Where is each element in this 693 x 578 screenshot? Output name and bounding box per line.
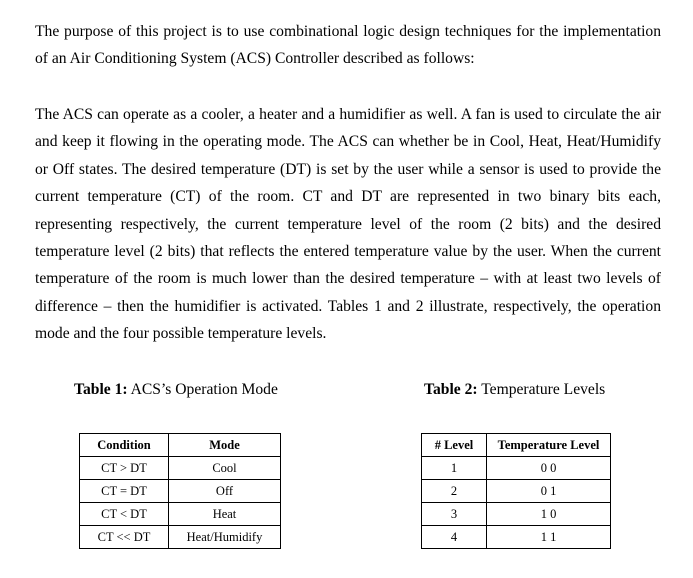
column-header-condition: Condition <box>80 434 169 457</box>
table-row <box>422 457 611 480</box>
table-row <box>80 480 281 503</box>
table2-caption <box>424 380 605 400</box>
mode-cell: Cool <box>169 457 281 480</box>
column-header-temperature-level: Temperature Level <box>487 434 611 457</box>
level-cell: 2 <box>422 480 487 503</box>
table-header-row <box>80 434 281 457</box>
column-header-mode: Mode <box>169 434 281 457</box>
table2-caption-text: Temperature Levels <box>481 381 606 398</box>
temperature-bits-cell: 1 0 <box>487 503 611 526</box>
table-row <box>422 503 611 526</box>
level-cell: 4 <box>422 526 487 549</box>
level-cell: 3 <box>422 503 487 526</box>
condition-cell: CT > DT <box>80 457 169 480</box>
level-cell: 1 <box>422 457 487 480</box>
condition-cell: CT << DT <box>80 526 169 549</box>
mode-cell: Heat <box>169 503 281 526</box>
temperature-bits-cell: 0 0 <box>487 457 611 480</box>
column-header-level: # Level <box>422 434 487 457</box>
table2-caption-label: Table 2: <box>424 381 478 398</box>
table-header-row <box>422 434 611 457</box>
table1-caption-text: ACS’s Operation Mode <box>130 381 278 398</box>
operation-mode-table <box>79 433 281 549</box>
table-row <box>422 480 611 503</box>
condition-cell: CT < DT <box>80 503 169 526</box>
table-row <box>80 457 281 480</box>
description-paragraph: The ACS can operate as a cooler, a heater and a humidifier as well. A fan is used to circulate the air and keep it flowing in the operating mode. The ACS can whether be in Cool, Heat, Heat/Humidify or Off states. The desired temperature (DT) is set by the user while a sensor is used to provide the current temperature (CT) of the room. CT and DT are represented in two binary bits each, representing respectively, the current temperature level of the room (2 bits) and the desired temperature level (2 bits) that reflects the entered temperature value by the user. When the current temperature of the room is much lower than the desired temperature – with at least two levels of difference – then the humidifier is activated. Tables 1 and 2 illustrate, respectively, the operation mode and the four possible temperature levels. <box>35 106 661 343</box>
condition-cell: CT = DT <box>80 480 169 503</box>
temperature-levels-table <box>421 433 611 549</box>
table-row <box>80 526 281 549</box>
table1-caption <box>74 380 278 400</box>
temperature-bits-cell: 0 1 <box>487 480 611 503</box>
table-row <box>422 526 611 549</box>
intro-paragraph: The purpose of this project is to use combinational logic design techniques for the implementation of an Air Conditioning System (ACS) Controller described as follows: <box>35 23 661 68</box>
mode-cell: Heat/Humidify <box>169 526 281 549</box>
temperature-bits-cell: 1 1 <box>487 526 611 549</box>
table-row <box>80 503 281 526</box>
table1-caption-label: Table 1: <box>74 381 128 398</box>
mode-cell: Off <box>169 480 281 503</box>
